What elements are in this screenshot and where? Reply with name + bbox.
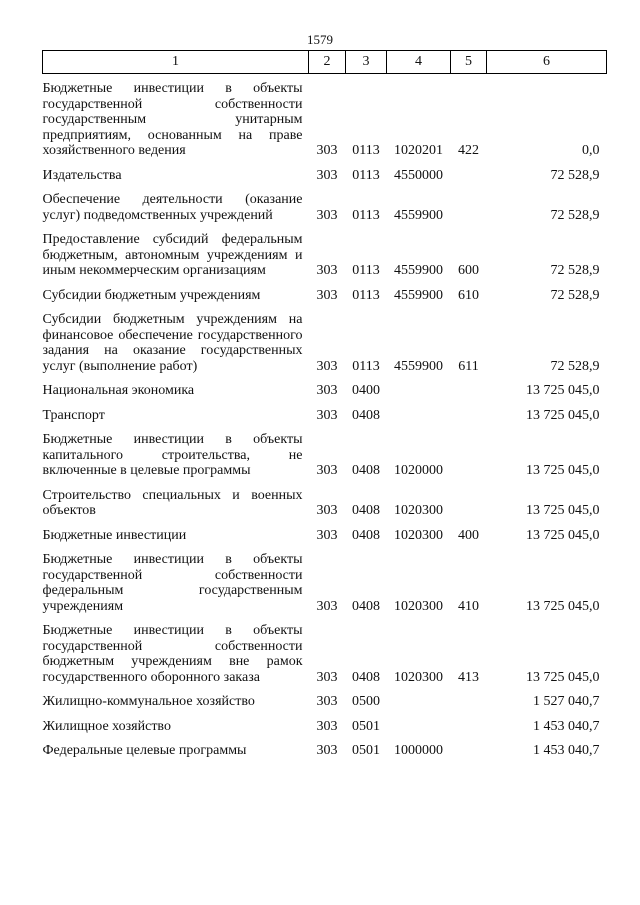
row-rz-code: 0400 xyxy=(352,383,380,398)
row-amount: 72 528,9 xyxy=(550,287,600,303)
row-amount: 72 528,9 xyxy=(550,167,600,183)
row-vr-code xyxy=(451,479,487,519)
row-csr-code: 1020300 xyxy=(394,669,443,685)
row-name: Субсидии бюджетным учреждениям xyxy=(42,287,261,303)
row-vr-code: 422 xyxy=(458,143,479,158)
row-vr-code xyxy=(451,423,487,479)
row-gr-code: 303 xyxy=(316,598,338,614)
row-gr-code: 303 xyxy=(316,263,338,278)
row-vr-code: 610 xyxy=(458,287,479,303)
header-col-5: 5 xyxy=(451,51,487,74)
header-col-2: 2 xyxy=(309,51,346,74)
table-header xyxy=(43,51,607,74)
row-csr-code xyxy=(387,374,451,399)
page-number: 1579 xyxy=(307,32,333,47)
row-rz-code: 0408 xyxy=(352,463,380,478)
table-row xyxy=(43,374,607,399)
table-row xyxy=(43,423,607,479)
table-row xyxy=(43,74,607,159)
row-vr-code xyxy=(451,183,487,223)
row-vr-code: 413 xyxy=(458,669,479,685)
table-row xyxy=(43,710,607,735)
header-col-1: 1 xyxy=(43,51,309,74)
row-rz-code: 0113 xyxy=(352,263,380,278)
table-body xyxy=(43,74,607,759)
row-name: Обеспечение деятельности (оказание услуг) подведомственных учреждений xyxy=(42,192,303,223)
row-gr-code: 303 xyxy=(316,287,338,303)
table-row xyxy=(43,734,607,759)
table-row xyxy=(43,183,607,223)
table-row xyxy=(43,519,607,544)
row-rz-code: 0408 xyxy=(352,503,380,518)
row-amount: 13 725 045,0 xyxy=(526,463,600,478)
row-csr-code: 1020300 xyxy=(394,527,443,543)
budget-table xyxy=(42,50,607,759)
row-csr-code: 4559900 xyxy=(394,287,443,303)
row-name: Жилищно-коммунальное хозяйство xyxy=(42,694,255,709)
row-rz-code: 0500 xyxy=(352,694,380,709)
row-amount: 13 725 045,0 xyxy=(526,383,600,398)
row-gr-code: 303 xyxy=(316,167,338,183)
table-row xyxy=(43,223,607,279)
row-csr-code: 1020000 xyxy=(394,463,443,478)
row-rz-code: 0113 xyxy=(352,207,380,223)
row-amount: 1 453 040,7 xyxy=(533,743,600,758)
row-gr-code: 303 xyxy=(316,207,338,223)
row-name: Федеральные целевые программы xyxy=(42,743,247,758)
row-amount: 1 453 040,7 xyxy=(533,718,600,734)
row-gr-code: 303 xyxy=(316,383,338,398)
row-gr-code: 303 xyxy=(316,463,338,478)
row-csr-code: 4559900 xyxy=(394,358,443,374)
row-vr-code xyxy=(451,159,487,184)
header-col-3: 3 xyxy=(346,51,387,74)
row-name: Издательства xyxy=(42,167,122,183)
row-amount: 0,0 xyxy=(582,143,600,158)
row-amount: 72 528,9 xyxy=(550,358,600,374)
row-name: Бюджетные инвестиции в объекты капитального строительства, не включенные в целевые программы xyxy=(42,432,303,478)
row-csr-code: 4559900 xyxy=(394,263,443,278)
row-name: Бюджетные инвестиции в объекты государственной собственности государственным унитарным предприятиям, основанным на праве хозяйственного ведения xyxy=(42,81,303,158)
row-amount: 13 725 045,0 xyxy=(526,407,600,423)
row-rz-code: 0501 xyxy=(352,743,380,758)
header-col-4: 4 xyxy=(387,51,451,74)
row-rz-code: 0113 xyxy=(352,287,380,303)
row-gr-code: 303 xyxy=(316,718,338,734)
row-csr-code xyxy=(387,399,451,424)
row-name: Бюджетные инвестиции xyxy=(42,527,187,543)
table-row xyxy=(43,685,607,710)
row-rz-code: 0408 xyxy=(352,669,380,685)
row-amount: 13 725 045,0 xyxy=(526,598,600,614)
row-csr-code: 1020300 xyxy=(394,598,443,614)
row-vr-code xyxy=(451,685,487,710)
row-vr-code xyxy=(451,710,487,735)
table-row xyxy=(43,614,607,685)
row-name: Предоставление субсидий федеральным бюджетным, автономным учреждениям и иным некоммерческим организациям xyxy=(42,232,303,278)
row-vr-code: 611 xyxy=(458,358,479,374)
row-gr-code: 303 xyxy=(316,527,338,543)
table-row xyxy=(43,479,607,519)
row-amount: 13 725 045,0 xyxy=(526,503,600,518)
row-vr-code xyxy=(451,734,487,759)
row-name: Строительство специальных и военных объектов xyxy=(42,487,303,518)
row-rz-code: 0113 xyxy=(352,358,380,374)
row-vr-code xyxy=(451,374,487,399)
row-name: Бюджетные инвестиции в объекты государственной собственности бюджетным учреждениям вне рамок государственного оборонного заказа xyxy=(42,623,303,685)
row-amount: 72 528,9 xyxy=(550,207,600,223)
row-rz-code: 0408 xyxy=(352,407,380,423)
row-csr-code xyxy=(387,710,451,735)
row-csr-code: 4559900 xyxy=(394,207,443,223)
row-gr-code: 303 xyxy=(316,694,338,709)
row-csr-code: 1000000 xyxy=(394,743,443,758)
row-amount: 13 725 045,0 xyxy=(526,669,600,685)
row-gr-code: 303 xyxy=(316,358,338,374)
row-vr-code: 600 xyxy=(458,263,479,278)
row-amount: 72 528,9 xyxy=(550,263,600,278)
row-amount: 13 725 045,0 xyxy=(526,527,600,543)
row-csr-code: 4550000 xyxy=(394,167,443,183)
table-row xyxy=(43,399,607,424)
row-gr-code: 303 xyxy=(316,407,338,423)
row-name: Национальная экономика xyxy=(42,383,195,398)
row-name: Транспорт xyxy=(42,407,105,423)
row-rz-code: 0113 xyxy=(352,143,380,158)
row-csr-code: 1020300 xyxy=(394,503,443,518)
row-rz-code: 0501 xyxy=(352,718,380,734)
row-csr-code xyxy=(387,685,451,710)
row-name: Жилищное хозяйство xyxy=(42,718,171,734)
row-gr-code: 303 xyxy=(316,669,338,685)
row-amount: 1 527 040,7 xyxy=(533,694,600,709)
row-gr-code: 303 xyxy=(316,503,338,518)
row-rz-code: 0113 xyxy=(352,167,380,183)
row-csr-code: 1020201 xyxy=(394,143,443,158)
row-vr-code xyxy=(451,399,487,424)
row-vr-code: 400 xyxy=(458,527,479,543)
row-name: Бюджетные инвестиции в объекты государственной собственности федеральным государственным учреждениям xyxy=(42,552,303,614)
row-gr-code: 303 xyxy=(316,143,338,158)
row-name: Субсидии бюджетным учреждениям на финансовое обеспечение государственного задания на оказание государственных услуг (выполнение работ) xyxy=(42,312,303,374)
row-gr-code: 303 xyxy=(316,743,338,758)
table-row xyxy=(43,279,607,304)
row-vr-code: 410 xyxy=(458,598,479,614)
row-rz-code: 0408 xyxy=(352,598,380,614)
table-row xyxy=(43,303,607,374)
table-row xyxy=(43,543,607,614)
row-rz-code: 0408 xyxy=(352,527,380,543)
header-col-6: 6 xyxy=(487,51,607,74)
table-row xyxy=(43,159,607,184)
